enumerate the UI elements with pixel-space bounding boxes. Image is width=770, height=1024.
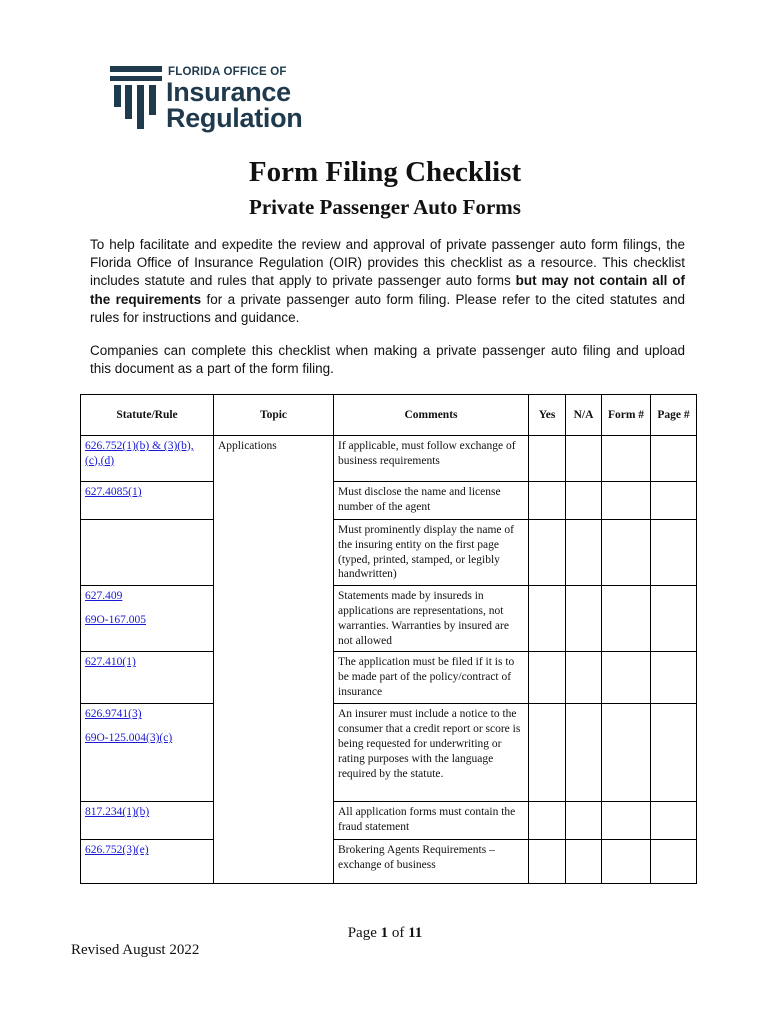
table-row	[81, 652, 697, 704]
na-checkbox-cell[interactable]	[566, 704, 602, 802]
page-number-cell[interactable]	[651, 586, 697, 652]
page-number-cell[interactable]	[651, 652, 697, 704]
header-yes: Yes	[529, 395, 566, 436]
yes-checkbox-cell[interactable]	[529, 802, 566, 840]
table-row	[81, 840, 697, 884]
header-comments: Comments	[334, 395, 529, 436]
page-total: 11	[408, 925, 423, 941]
yes-checkbox-cell[interactable]	[529, 840, 566, 884]
page-number-cell[interactable]	[651, 436, 697, 482]
yes-checkbox-cell[interactable]	[529, 520, 566, 586]
statute-cell	[81, 840, 214, 884]
header-statute: Statute/Rule	[81, 395, 214, 436]
table-row	[81, 436, 697, 482]
yes-checkbox-cell[interactable]	[529, 482, 566, 520]
logo-line-2: Insurance	[166, 77, 291, 107]
page-number	[0, 925, 770, 942]
yes-checkbox-cell[interactable]	[529, 586, 566, 652]
na-checkbox-cell[interactable]	[566, 436, 602, 482]
statute-link[interactable]: 817.234(1)(b)	[85, 806, 150, 819]
companies-paragraph: Companies can complete this checklist when making a private passenger auto filing and upload this document as a part of the form filing.	[90, 343, 685, 377]
statute-link[interactable]: 627.4085(1)	[85, 486, 142, 498]
form-number-cell[interactable]	[602, 802, 651, 840]
comment-cell: Statements made by insureds in applications are representations, not warranties. Warranties by insured are not allowed	[334, 586, 529, 652]
statute-link[interactable]: 626.9741(3)	[85, 708, 142, 721]
na-checkbox-cell[interactable]	[566, 482, 602, 520]
form-number-cell[interactable]	[602, 436, 651, 482]
form-number-cell[interactable]	[602, 586, 651, 652]
comment-cell: Must prominently display the name of the insuring entity on the first page (typed, printed, stamped, or legibly handwritten)	[334, 520, 529, 586]
form-number-cell[interactable]	[602, 652, 651, 704]
oir-logo	[110, 66, 340, 132]
intro-bold-text: but may not contain all of the requirements	[90, 273, 685, 307]
na-checkbox-cell[interactable]	[566, 652, 602, 704]
revised-date: Revised August 2022	[71, 942, 200, 958]
table-row	[81, 802, 697, 840]
topic-cell: Applications	[214, 436, 334, 884]
table-row	[81, 520, 697, 586]
table-row	[81, 704, 697, 802]
statute-cell	[81, 482, 214, 520]
statute-link[interactable]: 626.752(3)(e)	[85, 844, 149, 857]
yes-checkbox-cell[interactable]	[529, 436, 566, 482]
comment-cell: Must disclose the name and license number of the agent	[334, 482, 529, 520]
intro-paragraph	[90, 236, 685, 327]
logo-line-1: FLORIDA OFFICE OF	[168, 66, 287, 78]
form-number-cell[interactable]	[602, 704, 651, 802]
header-topic: Topic	[214, 395, 334, 436]
statute-cell	[81, 520, 214, 586]
form-number-cell[interactable]	[602, 520, 651, 586]
table-row	[81, 482, 697, 520]
header-na: N/A	[566, 395, 602, 436]
page-prefix: Page	[347, 925, 381, 941]
comment-cell: All application forms must contain the fraud statement	[334, 802, 529, 840]
statute-link[interactable]: 69O-167.005	[85, 613, 147, 626]
page-number-cell[interactable]	[651, 840, 697, 884]
header-form: Form #	[602, 395, 651, 436]
page-subtitle: Private Passenger Auto Forms	[249, 195, 521, 219]
na-checkbox-cell[interactable]	[566, 520, 602, 586]
na-checkbox-cell[interactable]	[566, 586, 602, 652]
statute-link[interactable]: 627.410(1)	[85, 656, 136, 669]
page-number-cell[interactable]	[651, 802, 697, 840]
yes-checkbox-cell[interactable]	[529, 652, 566, 704]
statute-link[interactable]: 69O-125.004(3)(c)	[85, 732, 173, 745]
statute-link[interactable]: 627.409	[85, 590, 123, 603]
table-row	[81, 586, 697, 652]
statute-cell	[81, 652, 214, 704]
na-checkbox-cell[interactable]	[566, 840, 602, 884]
page-number-cell[interactable]	[651, 704, 697, 802]
page-current: 1	[380, 925, 389, 941]
yes-checkbox-cell[interactable]	[529, 704, 566, 802]
intro-text-2: for a private passenger auto form filing. Please refer to the cited statutes and rules for instructions and guidance.	[90, 291, 686, 325]
intro-text-1: To help facilitate and expedite the review and approval of private passenger auto form filings, the Florida Office of Insurance Regulation (OIR) provides this checklist as a resource. This checklist includes statute and rules that apply to private passenger auto forms	[90, 237, 685, 289]
comment-cell: An insurer must include a notice to the consumer that a credit report or score is being requested for underwriting or rating purposes with the language required by the statute.	[334, 704, 529, 802]
page-number-cell[interactable]	[651, 520, 697, 586]
logo-line-3: Regulation	[166, 103, 303, 133]
statute-cell	[81, 704, 214, 802]
page-number-cell[interactable]	[651, 482, 697, 520]
comment-cell: Brokering Agents Requirements – exchange of business	[334, 840, 529, 884]
form-number-cell[interactable]	[602, 482, 651, 520]
form-number-cell[interactable]	[602, 840, 651, 884]
oir-column-icon	[110, 66, 162, 130]
checklist-table	[80, 394, 697, 884]
page-title: Form Filing Checklist	[248, 156, 522, 188]
statute-cell	[81, 802, 214, 840]
comment-cell: If applicable, must follow exchange of business requirements	[334, 436, 529, 482]
na-checkbox-cell[interactable]	[566, 802, 602, 840]
statute-cell	[81, 586, 214, 652]
table-header-row	[81, 395, 697, 436]
statute-cell	[81, 436, 214, 482]
statute-link[interactable]: 626.752(1)(b) & (3)(b),(c),(d)	[85, 440, 194, 467]
header-page: Page #	[651, 395, 697, 436]
comment-cell: The application must be filed if it is to be made part of the policy/contract of insurance	[334, 652, 529, 704]
page-of: of	[388, 925, 409, 941]
